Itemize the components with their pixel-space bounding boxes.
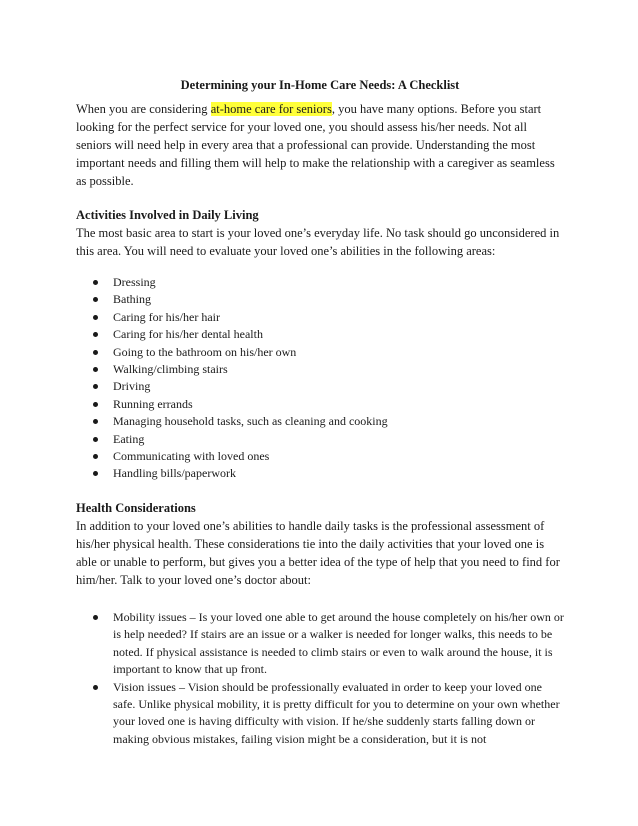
bullet-icon: [93, 350, 98, 355]
list-item: Running errands: [76, 396, 564, 413]
bullet-icon: [93, 315, 98, 320]
highlighted-link[interactable]: at-home care for seniors: [210, 102, 332, 116]
bullet-icon: [93, 454, 98, 459]
section-body-daily-living: The most basic area to start is your loved one’s everyday life. No task should go unconsidered in this area. You will need to evaluate your loved one’s abilities in the following areas:: [76, 226, 560, 258]
bullet-icon: [93, 685, 98, 690]
bullet-icon: [93, 402, 98, 407]
bullet-icon: [93, 419, 98, 424]
bullet-icon: [93, 437, 98, 442]
list-item: Communicating with loved ones: [76, 448, 564, 465]
list-item: Dressing: [76, 274, 564, 291]
list-item: Mobility issues – Is your loved one able to get around the house completely on his/her own or is help needed? If stairs are an issue or a walker is needed for longer walks, this needs to be noted. If physical assistance is needed to climb stairs or even to walk around the house, it is important to know that up front.: [76, 609, 564, 679]
list-item: Bathing: [76, 291, 564, 308]
list-item: Eating: [76, 431, 564, 448]
health-list: [76, 609, 564, 748]
list-item: Walking/climbing stairs: [76, 361, 564, 378]
list-item: Driving: [76, 378, 564, 395]
list-item: Managing household tasks, such as cleaning and cooking: [76, 413, 564, 430]
document-title: Determining your In-Home Care Needs: A Checklist: [180, 78, 460, 92]
list-item: Handling bills/paperwork: [76, 465, 564, 482]
bullet-icon: [93, 367, 98, 372]
bullet-icon: [93, 332, 98, 337]
daily-living-list: [76, 274, 564, 483]
intro-paragraph: [76, 100, 564, 190]
bullet-icon: [93, 384, 98, 389]
intro-text-after: , you have many options. Before you start looking for the perfect service for your loved one, you should assess his/her needs. Not all seniors will need help in every area that a professional can provide. Understanding the most important needs and filling them will help to make the relationship with a caregiver as seamless as possible.: [76, 102, 555, 188]
bullet-icon: [93, 280, 98, 285]
bullet-icon: [93, 297, 98, 302]
section-body-health: In addition to your loved one’s abilities to handle daily tasks is the professional assessment of his/her physical health. These considerations tie into the daily activities that your loved one is able or unable to perform, but gives you a better idea of the type of help that you need to find for him/her. Talk to your loved one’s doctor about:: [76, 518, 560, 587]
bullet-icon: [93, 615, 98, 620]
document-page: [76, 76, 564, 748]
bullet-icon: [93, 471, 98, 476]
list-item: Caring for his/her hair: [76, 309, 564, 326]
list-item: Going to the bathroom on his/her own: [76, 344, 564, 361]
list-item: Vision issues – Vision should be professionally evaluated in order to keep your loved one safe. Unlike physical mobility, it is pretty difficult for you to determine on your own whether your loved one is having difficulty with vision. If he/she suddenly starts falling down or making obvious mistakes, failing vision might be a consideration, but it is not: [76, 679, 564, 749]
section-heading-daily-living: Activities Involved in Daily Living: [76, 208, 259, 222]
list-item: Caring for his/her dental health: [76, 326, 564, 343]
section-heading-health: Health Considerations: [76, 500, 196, 515]
intro-text-before: When you are considering: [76, 102, 211, 116]
